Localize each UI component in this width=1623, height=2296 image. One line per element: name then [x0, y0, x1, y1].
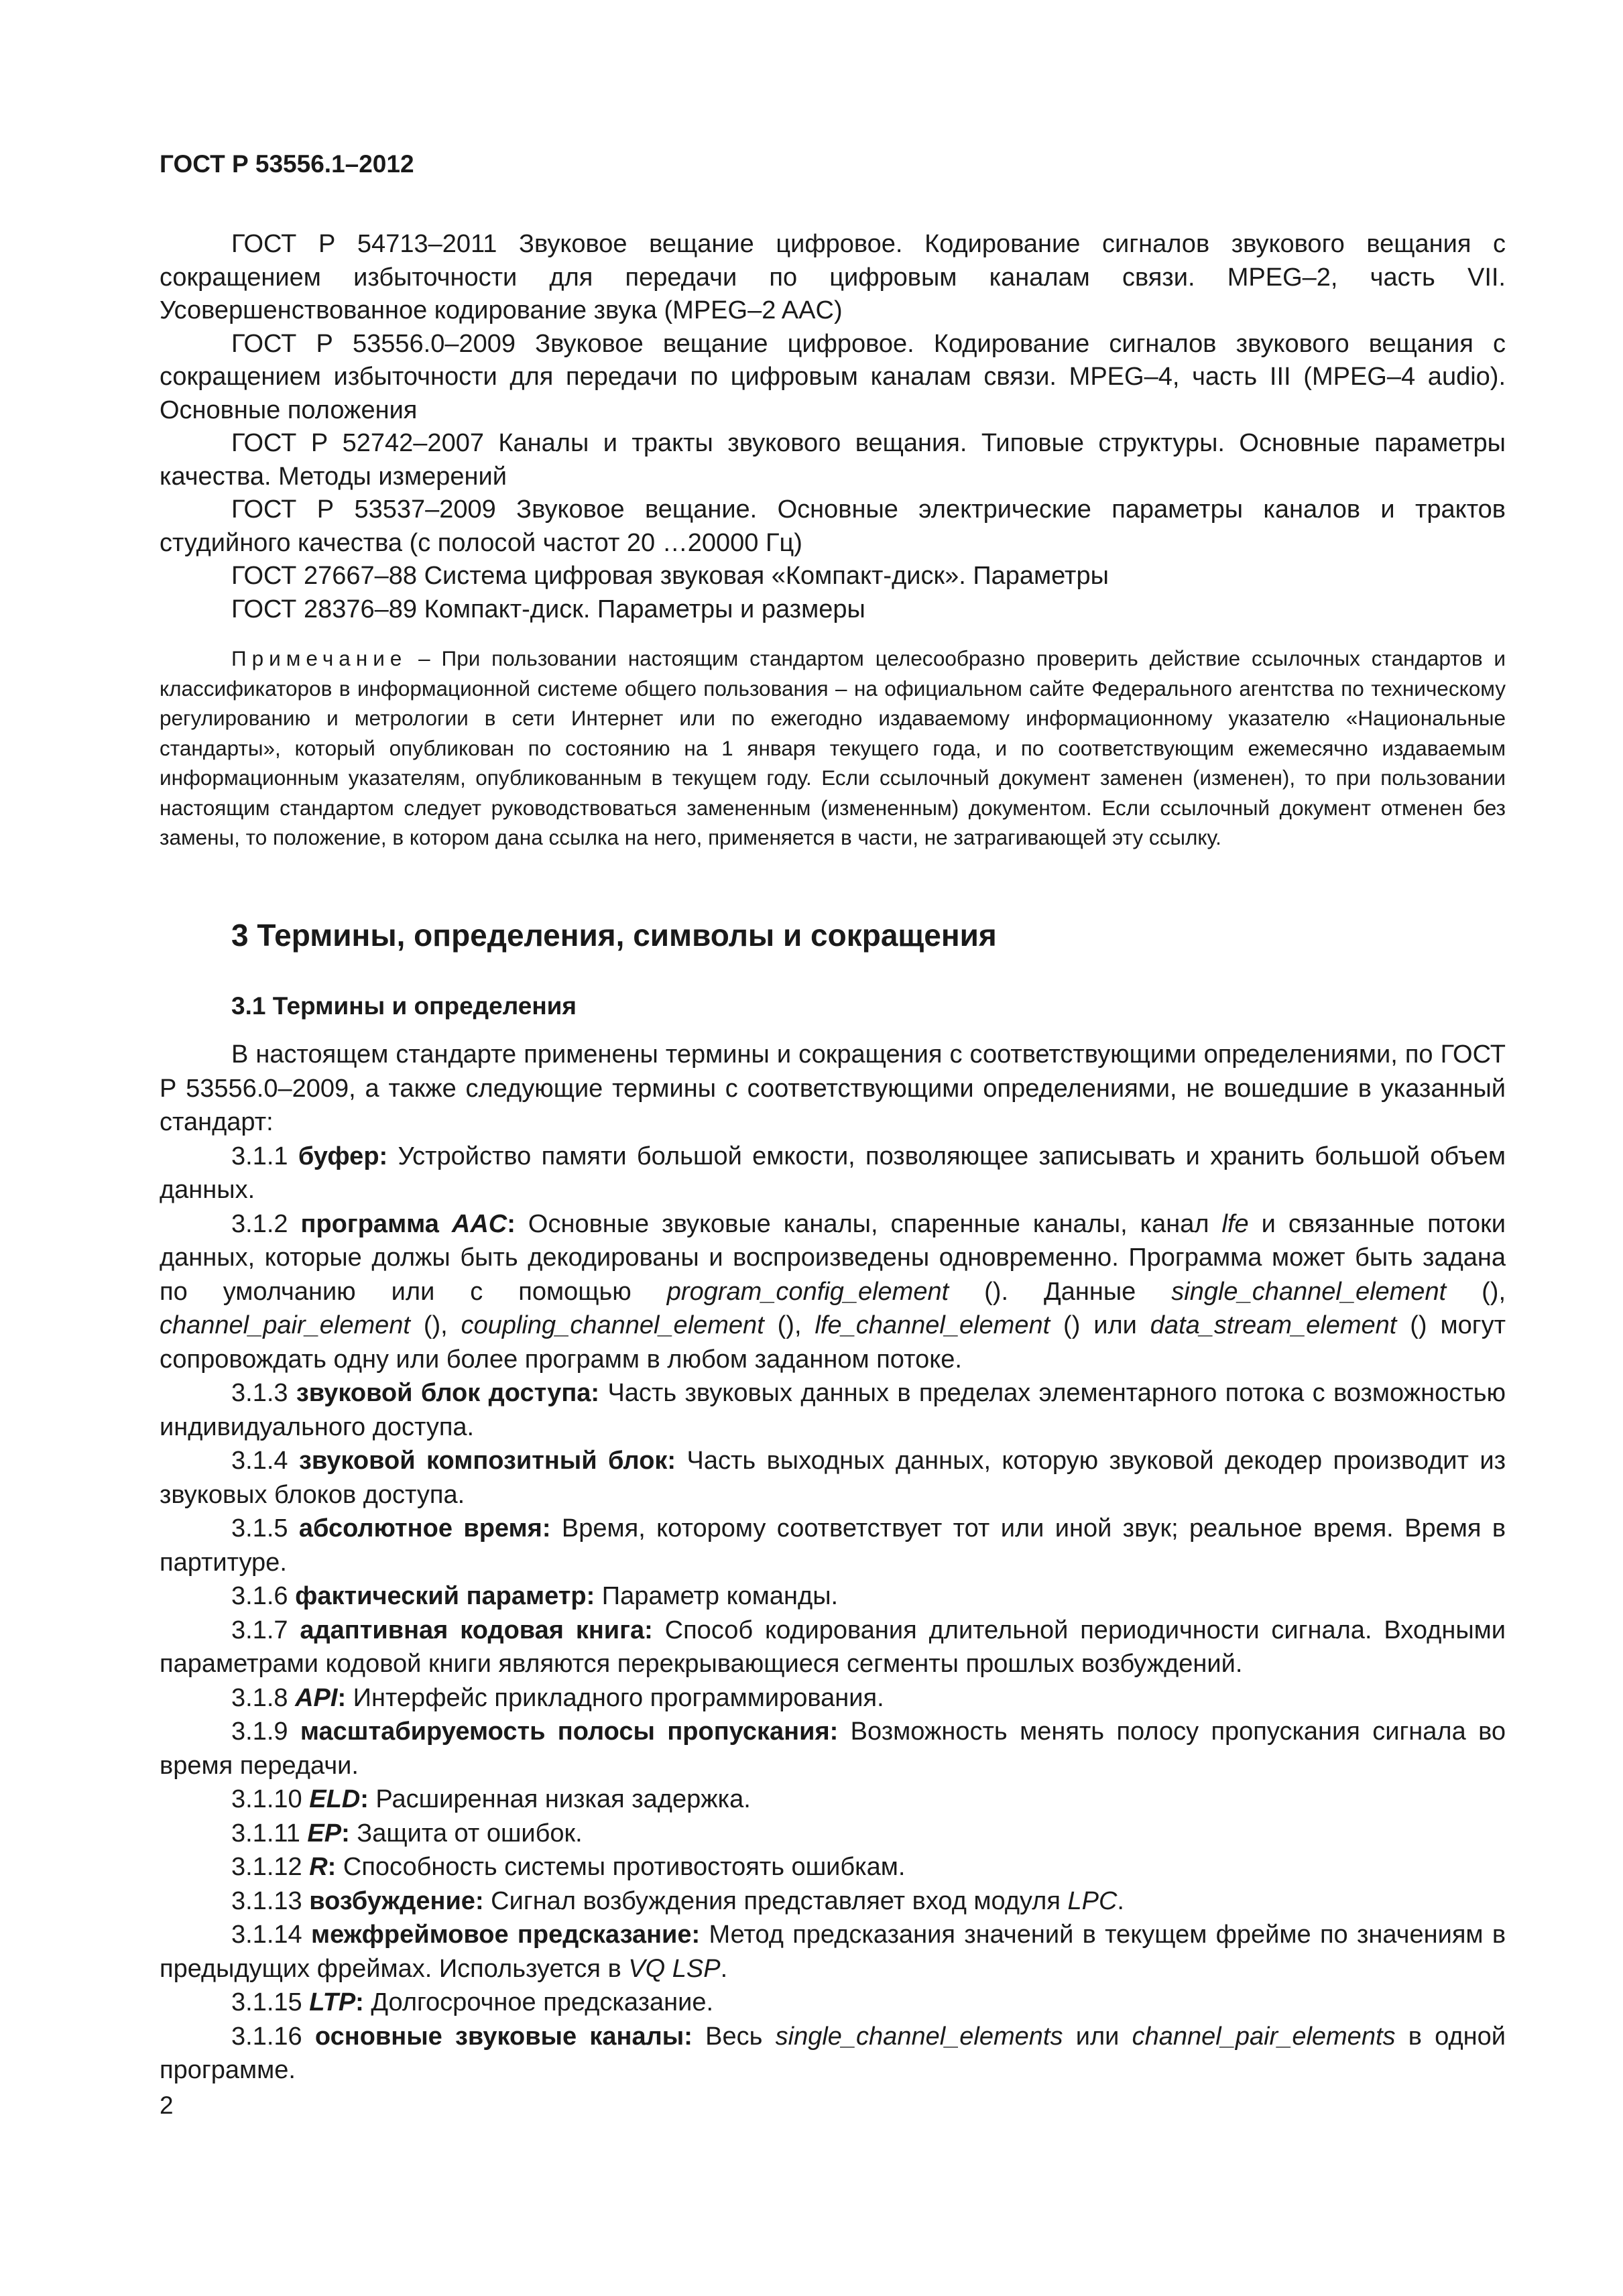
term-definition: Часть выходных данных, которую звуковой декодер производит из звуковых блоков доступа. — [160, 1447, 1506, 1509]
term-name: масштабируемость полосы пропускания: — [300, 1717, 839, 1746]
term-entry — [160, 1715, 1506, 1783]
term-definition: () могут сопровождать одну или более программ в любом заданном потоке. — [160, 1311, 1506, 1374]
term-number: 3.1.5 — [231, 1514, 299, 1543]
term-number: 3.1.11 — [231, 1819, 308, 1848]
term-entry — [160, 1512, 1506, 1579]
term-definition: Основные звуковые каналы, спаренные каналы, канал — [515, 1209, 1222, 1238]
term-definition: или — [1063, 2022, 1132, 2051]
reference-item: ГОСТ Р 53556.0–2009 Звуковое вещание цифровое. Кодирование сигналов звукового вещания с сокращением избыточности для передачи по цифровым каналам связи. MPEG–4, часть III (MPEG–4 audio). Основные положения — [160, 329, 1506, 424]
term-abbr: R — [309, 1853, 328, 1881]
reference-item: ГОСТ 28376–89 Компакт-диск. Параметры и размеры — [231, 595, 865, 623]
term-definition: Защита от ошибок. — [349, 1819, 583, 1848]
term-entry — [160, 1579, 1506, 1614]
term-number: 3.1.15 — [231, 1988, 310, 2016]
term-abbr: LTP — [309, 1988, 356, 2016]
term-definition: (), — [410, 1311, 461, 1339]
terms-list — [160, 1038, 1506, 2088]
term-name: программа — [300, 1209, 452, 1238]
term-colon: : — [507, 1209, 516, 1238]
term-code: single_channel_elements — [775, 2022, 1063, 2051]
term-code: lfe_channel_element — [815, 1311, 1050, 1339]
term-definition: Весь — [692, 2022, 776, 2051]
term-abbr: EP — [307, 1819, 342, 1848]
term-definition: Параметр команды. — [595, 1582, 839, 1610]
term-definition: () или — [1050, 1311, 1150, 1339]
term-name: абсолютное время: — [298, 1514, 551, 1543]
page-number: 2 — [160, 2092, 174, 2119]
term-definition: Метод предсказания значений в текущем фрейме по значениям в предыдущих фреймах. Используется в — [160, 1921, 1506, 1983]
term-entry — [160, 1884, 1506, 1919]
term-definition: (), — [764, 1311, 815, 1339]
reference-item: ГОСТ 27667–88 Система цифровая звуковая «Компакт-диск». Параметры — [231, 562, 1109, 590]
term-entry — [160, 1681, 1506, 1715]
term-name: возбуждение: — [309, 1886, 484, 1915]
document-header: ГОСТ Р 53556.1–2012 — [160, 150, 414, 178]
term-code: coupling_channel_element — [461, 1311, 764, 1339]
reference-item: ГОСТ Р 52742–2007 Каналы и тракты звукового вещания. Типовые структуры. Основные параметры качества. Методы измерений — [160, 429, 1506, 491]
term-code: program_config_element — [666, 1277, 949, 1306]
term-name: фактический параметр: — [295, 1582, 595, 1610]
term-name: звуковой блок доступа: — [296, 1379, 600, 1407]
term-number: 3.1.6 — [231, 1582, 296, 1610]
term-abbr: API — [295, 1683, 338, 1712]
term-entry — [160, 1614, 1506, 1681]
note-text: – При пользовании настоящим стандартом целесообразно проверить действие ссылочных стандартов и классификаторов в информационной системе общего пользования – на официальном сайте Федерального агентства по техническому регулированию и метрологии в сети Интернет или по ежегодно издаваемому информационному указателю «Национальные стандарты», который опубликован по состоянию на 1 января текущего года, и по соответствующим ежемесячно издаваемым информационным указателям, опубликованным в текущем году. Если ссылочный документ заменен (изменен), то при пользовании настоящим стандартом следует руководствоваться замененным (измененным) документом. Если ссылочный документ отменен без замены, то положение, в котором дана ссылка на него, применяется в части, не затрагивающей эту ссылку. — [160, 646, 1506, 849]
reference-item: ГОСТ Р 53537–2009 Звуковое вещание. Основные электрические параметры каналов и трактов студийного качества (с полосой частот 20 …20000 Гц) — [160, 495, 1506, 557]
terms-container — [160, 1140, 1506, 2088]
term-number: 3.1.3 — [231, 1379, 296, 1407]
term-code: channel_pair_element — [160, 1311, 410, 1339]
term-entry — [160, 1918, 1506, 1986]
term-number: 3.1.14 — [231, 1921, 311, 1949]
term-colon: : — [360, 1785, 369, 1813]
term-colon: : — [341, 1819, 350, 1848]
term-number: 3.1.7 — [231, 1616, 300, 1644]
subsection-heading: 3.1 Термины и определения — [231, 992, 577, 1020]
term-definition: Сигнал возбуждения представляет вход модуля — [483, 1886, 1068, 1915]
term-code: channel_pair_elements — [1132, 2022, 1396, 2051]
term-number: 3.1.1 — [231, 1142, 298, 1170]
term-name: звуковой композитный блок: — [298, 1447, 676, 1475]
term-definition: Способность системы противостоять ошибкам. — [336, 1853, 906, 1881]
term-definition: . — [1117, 1886, 1124, 1915]
term-definition: Устройство памяти большой емкости, позволяющее записывать и хранить большой объем данных. — [160, 1142, 1506, 1204]
term-entry — [160, 1444, 1506, 1512]
term-definition: Время, которому соответствует тот или иной звук; реальное время. Время в партитуре. — [160, 1514, 1506, 1577]
term-definition: Расширенная низкая задержка. — [368, 1785, 751, 1813]
term-abbr: AAC — [451, 1209, 507, 1238]
term-abbr: ELD — [309, 1785, 361, 1813]
term-definition: Долгосрочное предсказание. — [363, 1988, 714, 2016]
term-code: single_channel_element — [1171, 1277, 1447, 1306]
term-name: основные звуковые каналы: — [314, 2022, 693, 2051]
term-definition: (), — [1446, 1277, 1506, 1306]
term-entry — [160, 1376, 1506, 1444]
normative-references — [160, 228, 1506, 853]
term-definition: в одной программе. — [160, 2022, 1506, 2084]
term-code: VQ LSP — [628, 1954, 721, 1983]
term-entry — [160, 1817, 1506, 1851]
term-definition: Способ кодирования длительной периодичности сигнала. Входными параметрами кодовой книги являются перекрывающиеся сегменты прошлых возбуждений. — [160, 1616, 1506, 1678]
note-paragraph — [160, 644, 1506, 853]
term-colon: : — [337, 1683, 347, 1712]
term-code: lfe — [1221, 1209, 1249, 1238]
term-name: адаптивная кодовая книга: — [300, 1616, 653, 1644]
term-name: буфер: — [298, 1142, 388, 1170]
term-entry — [160, 1986, 1506, 2020]
term-entry — [160, 2020, 1506, 2088]
term-definition: и связанные потоки данных, которые должы быть декодированы и воспроизведены одновременно. Программа может быть задана по умолчанию или с помощью — [160, 1209, 1506, 1306]
term-number: 3.1.10 — [231, 1785, 310, 1813]
term-number: 3.1.8 — [231, 1683, 296, 1712]
term-number: 3.1.16 — [231, 2022, 315, 2051]
term-number: 3.1.4 — [231, 1447, 299, 1475]
term-definition: . — [720, 1954, 728, 1983]
term-entry — [160, 1783, 1506, 1817]
reference-item: ГОСТ Р 54713–2011 Звуковое вещание цифровое. Кодирование сигналов звукового вещания с сокращением избыточности для передачи по цифровым каналам связи. MPEG–2, часть VII. Усовершенствованное кодирование звука (MPEG–2 AAC) — [160, 230, 1506, 324]
note-label: Примечание — [231, 646, 408, 670]
term-definition: Часть звуковых данных в пределах элементарного потока с возможностью индивидуального доступа. — [160, 1379, 1506, 1441]
term-name: межфреймовое предсказание: — [310, 1921, 701, 1949]
term-number: 3.1.2 — [231, 1209, 301, 1238]
note-block — [160, 644, 1506, 853]
term-code: data_stream_element — [1150, 1311, 1397, 1339]
term-entry — [160, 1850, 1506, 1884]
term-number: 3.1.13 — [231, 1886, 310, 1915]
term-definition: Возможность менять полосу пропускания сигнала во время передачи. — [160, 1717, 1506, 1780]
section-heading: 3 Термины, определения, символы и сокращения — [231, 918, 997, 953]
term-number: 3.1.12 — [231, 1853, 310, 1881]
term-number: 3.1.9 — [231, 1717, 300, 1746]
term-colon: : — [327, 1853, 337, 1881]
term-entry — [160, 1207, 1506, 1377]
term-definition: Интерфейс прикладного программирования. — [346, 1683, 884, 1712]
term-code: LPC — [1067, 1886, 1118, 1915]
term-definition: (). Данные — [949, 1277, 1172, 1306]
term-entry — [160, 1140, 1506, 1207]
terms-intro: В настоящем стандарте применены термины и сокращения с соответствующими определениями, по ГОСТ Р 53556.0–2009, а также следующие термины с соответствующими определениями, не вошедшие в указанный стандарт: — [160, 1040, 1506, 1136]
term-colon: : — [355, 1988, 364, 2016]
